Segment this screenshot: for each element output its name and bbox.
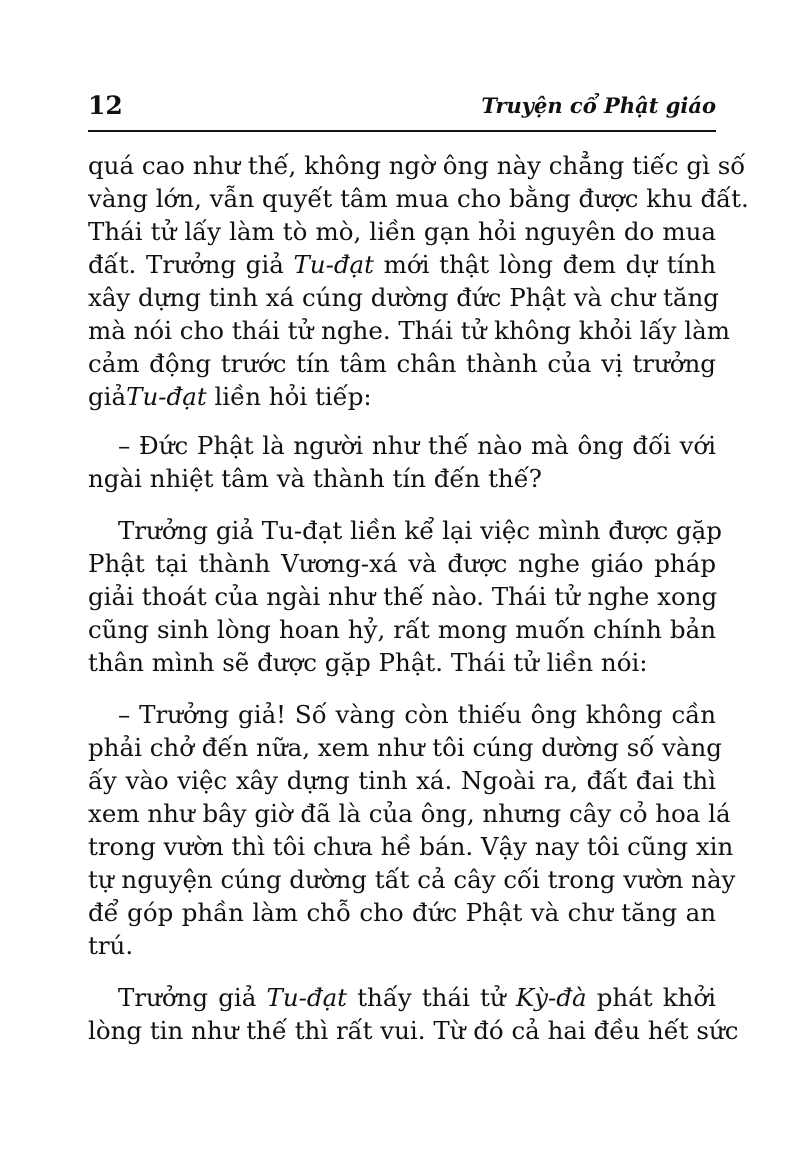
paragraph xyxy=(88,981,739,1047)
text-line: tự nguyện cúng dường tất cả cây cối trong vườn này xyxy=(88,865,736,894)
text-line: phải chở đến nữa, xem như tôi cúng dường số vàng xyxy=(88,733,722,762)
paragraph xyxy=(88,429,716,495)
text-line: Trưởng giả Tu-đạt liền kể lại việc mình được gặp xyxy=(118,516,722,545)
text-line: trú. xyxy=(88,931,134,960)
paragraph xyxy=(88,514,722,679)
text-line: – Trưởng giả! Số vàng còn thiếu ông không cần xyxy=(118,700,716,729)
text-line: xem như bây giờ đã là của ông, nhưng cây cỏ hoa lá xyxy=(88,799,731,828)
text-line: xây dựng tinh xá cúng dường đức Phật và chư tăng xyxy=(88,283,719,312)
paragraph xyxy=(88,698,736,962)
text-line: giải thoát của ngài như thế nào. Thái tử nghe xong xyxy=(88,582,718,611)
text-line: ngài nhiệt tâm và thành tín đến thế? xyxy=(88,464,542,493)
text-line: thân mình sẽ được gặp Phật. Thái tử liền nói: xyxy=(88,648,648,677)
paragraph-gap xyxy=(88,413,716,429)
page-number: 12 xyxy=(88,91,123,120)
name-tu-dat: Tu-đạt xyxy=(266,983,348,1012)
text-line: lòng tin như thế thì rất vui. Từ đó cả hai đều hết sức xyxy=(88,1016,739,1045)
text-line: quá cao như thế, không ngờ ông này chẳng tiếc gì số xyxy=(88,151,746,180)
name-tu-dat: Tu-đạt xyxy=(293,250,375,279)
running-title: Truyện cổ Phật giáo xyxy=(481,93,716,118)
name-tu-dat: Tu-đạt xyxy=(126,382,207,411)
text-line: Phật tại thành Vương-xá và được nghe giáo pháp xyxy=(88,549,716,578)
text-line: cảm động trước tín tâm chân thành của vị trưởng xyxy=(88,349,716,378)
text-line: Trưởng giả Tu-đạt thấy thái tử Kỳ-đà phát khởi xyxy=(118,983,717,1012)
text-line: trong vườn thì tôi chưa hề bán. Vậy nay tôi cũng xin xyxy=(88,832,734,861)
text-line: cũng sinh lòng hoan hỷ, rất mong muốn chính bản xyxy=(88,615,716,644)
text-line: Thái tử lấy làm tò mò, liền gạn hỏi nguyên do mua xyxy=(88,217,716,246)
page-header xyxy=(88,88,716,124)
text-line: ấy vào việc xây dựng tinh xá. Ngoài ra, đất đai thì xyxy=(88,766,716,795)
text-line: – Đức Phật là người như thế nào mà ông đối với xyxy=(118,431,716,460)
paragraph-gap xyxy=(88,679,716,698)
paragraph-gap xyxy=(88,495,716,514)
paragraph-gap xyxy=(88,962,716,981)
text-line: mà nói cho thái tử nghe. Thái tử không khỏi lấy làm xyxy=(88,316,730,345)
text-line: để góp phần làm chỗ cho đức Phật và chư tăng an xyxy=(88,898,716,927)
text-line: đất. Trưởng giả Tu-đạt mới thật lòng đem dự tính xyxy=(88,250,716,279)
paragraph xyxy=(88,149,749,413)
body-text xyxy=(88,149,749,1047)
header-rule xyxy=(88,130,716,132)
name-ky-da: Kỳ-đà xyxy=(515,983,587,1012)
text-line: giảTu-đạt liền hỏi tiếp: xyxy=(88,382,372,411)
text-line: vàng lớn, vẫn quyết tâm mua cho bằng được khu đất. xyxy=(88,184,749,213)
